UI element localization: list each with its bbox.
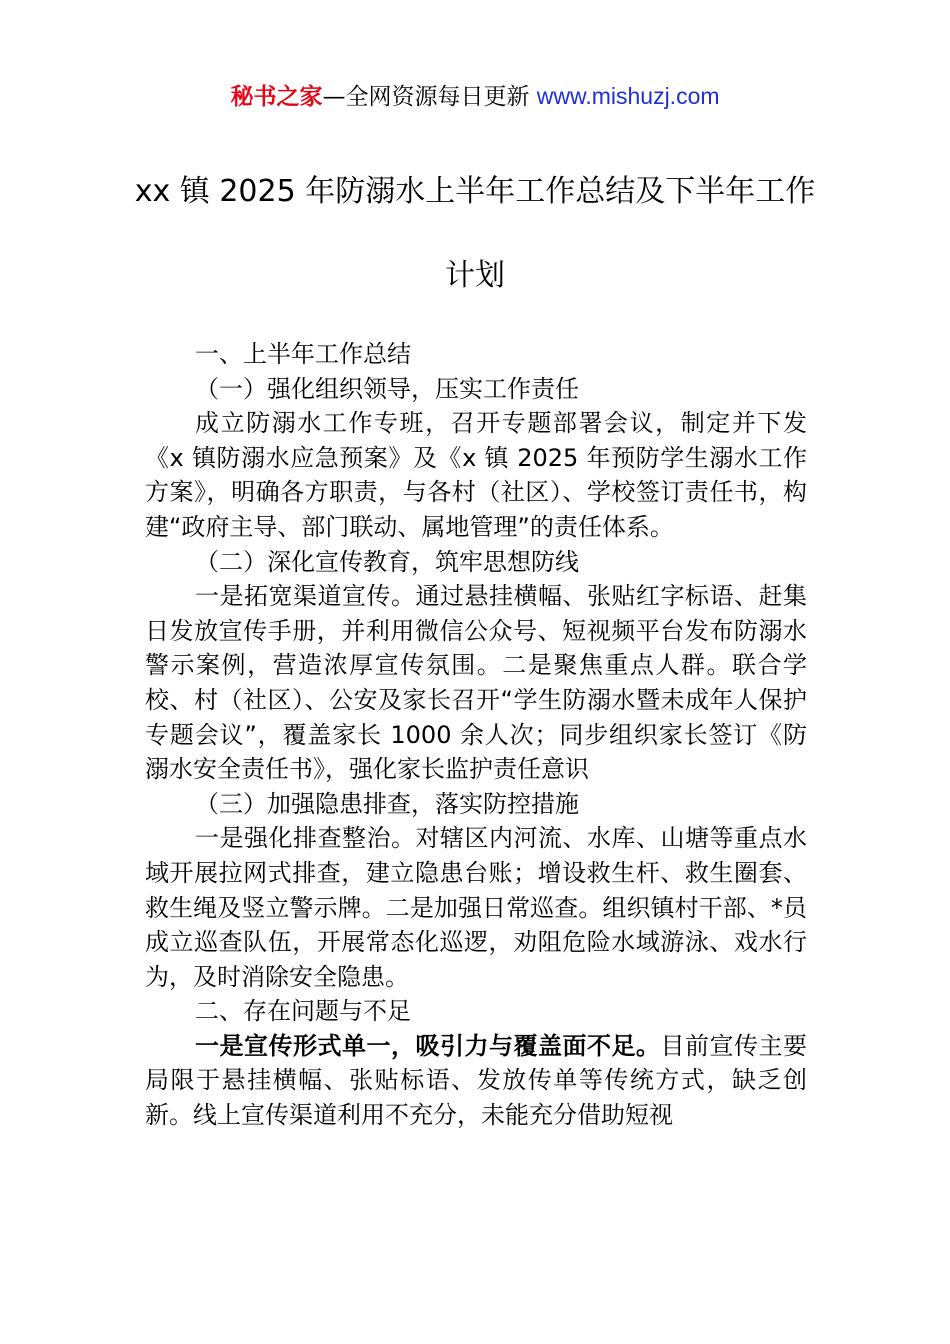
subheading-inspection: （三）加强隐患排查，落实防控措施: [195, 789, 579, 818]
paragraph-organization: 成立防溺水工作专班，召开专题部署会议，制定并下发《x 镇防溺水应急预案》及《x 镇 2025 年预防学生溺水工作方案》，明确各方职责，与各村（社区）、学校签订责任书，构建“政府主导、部门联动、属地管理”的责任体系。: [145, 409, 807, 541]
problem-lead-bold: 一是宣传形式单一，吸引力与覆盖面不足。: [195, 1031, 661, 1060]
site-url-link[interactable]: www.mishuzj.com: [536, 83, 720, 109]
document-title: xx 镇 2025 年防溺水上半年工作总结及下半年工作计划: [134, 174, 816, 293]
section-heading-summary: 一、上半年工作总结: [195, 340, 411, 368]
site-brand[interactable]: 秘书之家: [230, 84, 323, 110]
subheading-organization: （一）强化组织领导，压实工作责任: [195, 374, 579, 403]
paragraph-inspection: 一是强化排查整治。对辖区内河流、水库、山塘等重点水域开展拉网式排查，建立隐患台账；增设救生杆、救生圈套、救生绳及竖立警示牌。二是加强日常巡查。组织镇村干部、*员成立巡查队伍，开展常态化巡逻，劝阻危险水域游泳、戏水行为，及时消除安全隐患。: [145, 824, 807, 991]
site-tagline: —全网资源每日更新: [322, 84, 537, 110]
problem-text: 目前宣传主要局限于悬挂横幅、张贴标语、发放传单等传统方式，缺乏创新。线上宣传渠道利用不充分，未能充分借助短视: [145, 1031, 807, 1130]
document-body: [145, 337, 807, 1133]
section-heading-problems: 二、存在问题与不足: [195, 997, 411, 1026]
paragraph-problems: [145, 1029, 807, 1133]
subheading-publicity: （二）深化宣传教育，筑牢思想防线: [195, 547, 579, 576]
paragraph-publicity: 一是拓宽渠道宣传。通过悬挂横幅、张贴红字标语、赶集日发放宣传手册，并利用微信公众号、短视频平台发布防溺水警示案例，营造浓厚宣传氛围。二是聚焦重点人群。联合学校、村（社区）、公安及家长召开“学生防溺水暨未成年人保护专题会议”，覆盖家长 1000 余人次；同步组织家长签订《防溺水安全责任书》，强化家长监护责任意识: [145, 582, 807, 784]
site-header: [0, 78, 950, 115]
